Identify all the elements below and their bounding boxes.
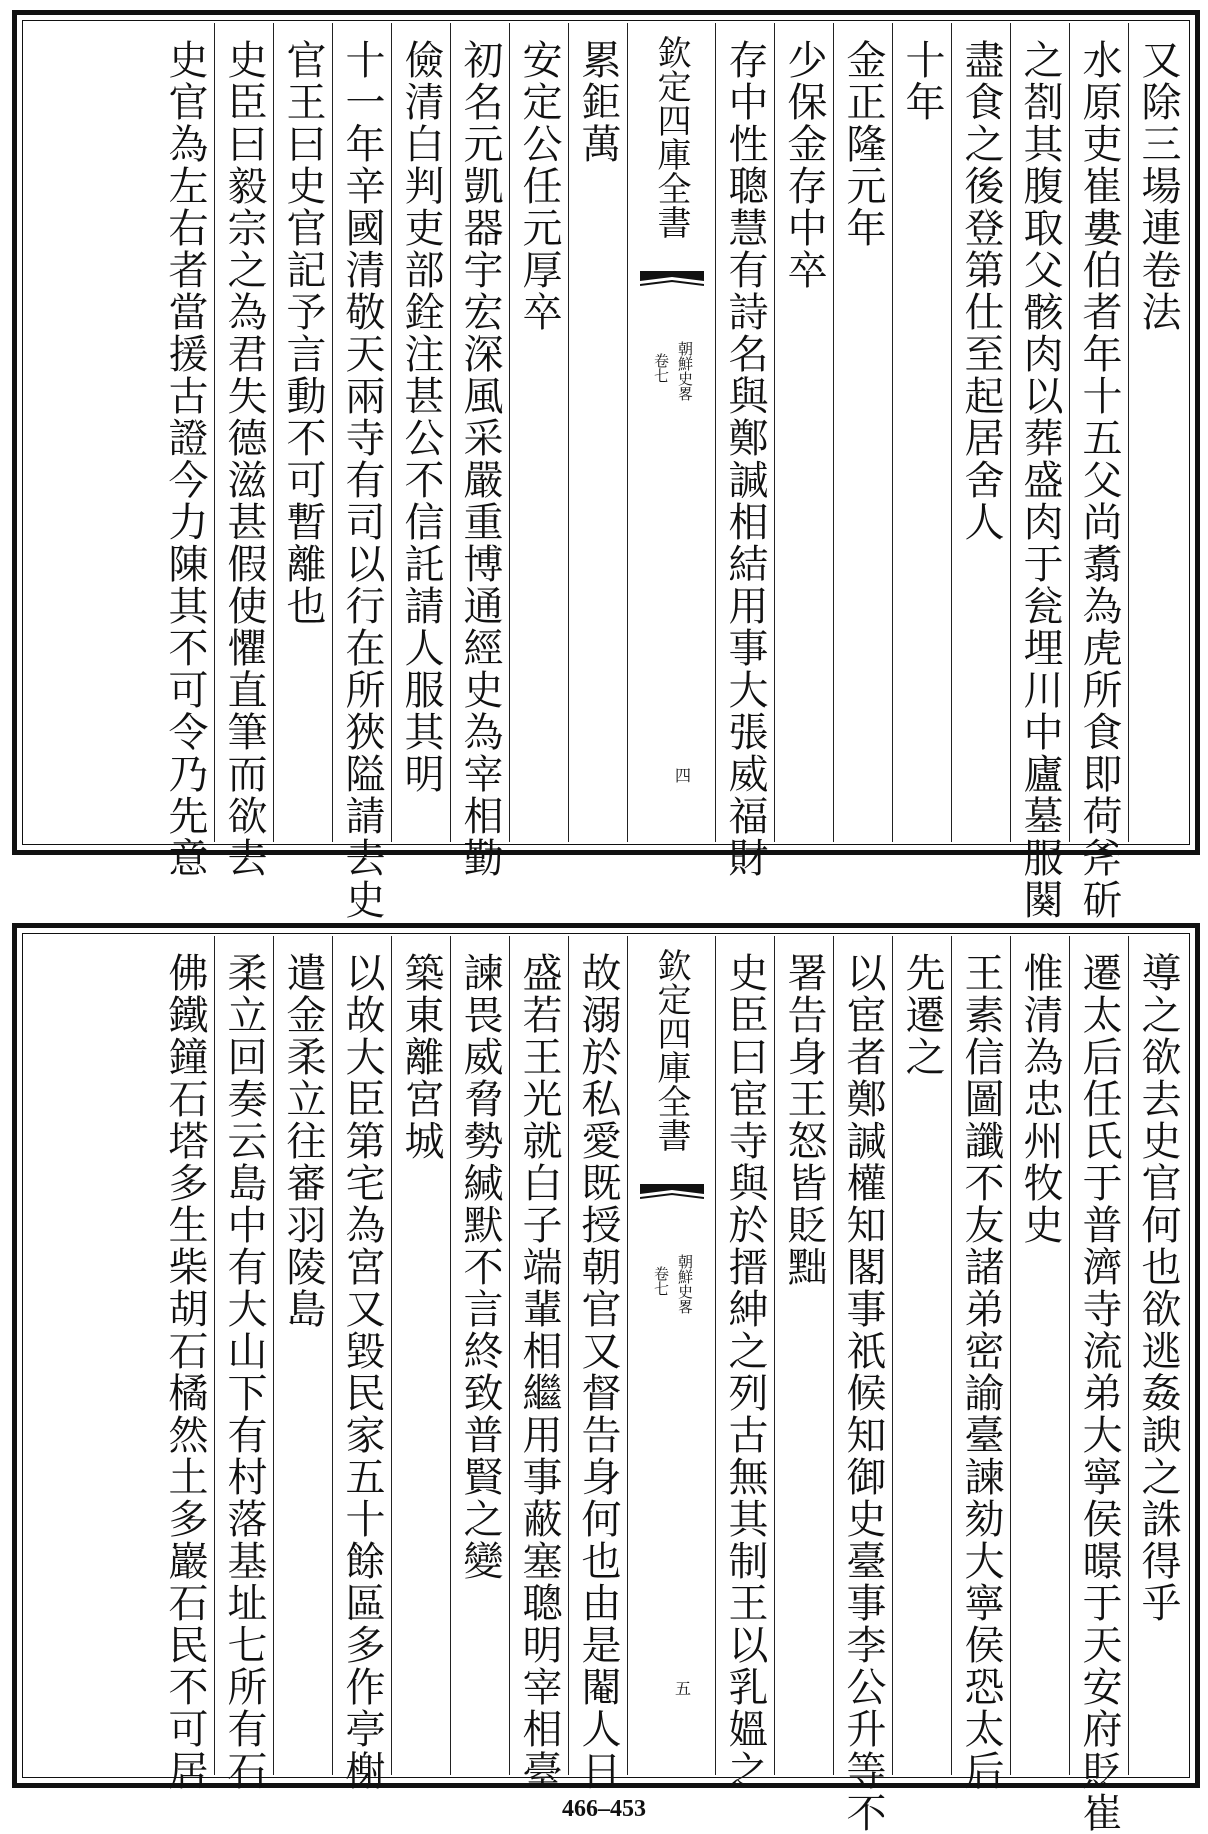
column-text: 又除三場連卷法 [1135,39,1181,333]
text-column [715,23,774,879]
banxin-book-name: 朝鮮史畧 [676,341,694,401]
text-column [1069,23,1128,921]
text-column [568,23,627,842]
text-column [214,936,273,1792]
text-column [951,936,1010,1792]
text-column [509,936,568,1792]
center-margin [627,936,715,1775]
column-text: 盛若王光就白子端輩相繼用事蔽塞聰明宰相臺 [516,952,562,1792]
column-text: 安定公任元厚卒 [516,39,562,333]
column-text: 遷太后任氏于普濟寺流弟大寧侯暻于天安府貶崔 [1076,952,1122,1834]
banxin-page-number: 四 [674,766,691,785]
column-text: 少保金存中卒 [781,39,827,291]
fish-tail-icon [640,271,704,301]
text-column [391,23,450,842]
text-column [391,936,450,1775]
column-text: 故溺於私愛既授朝官又督告身何也由是閹人日 [575,952,621,1792]
banxin-juan: 卷七 [652,1266,670,1296]
column-text: 築東離宮城 [398,952,444,1162]
text-column [155,936,214,1792]
column-text: 十年 [899,39,945,123]
banxin-page-number: 五 [674,1679,691,1698]
text-column [1010,23,1069,921]
text-column [214,23,273,879]
text-column [1069,936,1128,1834]
column-text: 盡食之後登第仕至起居舍人 [958,39,1004,543]
column-text: 金正隆元年 [840,39,886,249]
text-column [509,23,568,842]
column-text: 以宦者鄭諴權知閣事祇候知御史臺事李公升等不 [840,952,886,1834]
text-column [273,936,332,1775]
column-text: 佛鐵鐘石塔多生柴胡石橘然土多巖石民不可居 [162,952,208,1792]
column-text: 署告身王怒皆貶黜 [781,952,827,1288]
text-column [568,936,627,1792]
column-text: 史官為左右者當援古證今力陳其不可令乃先意 [162,39,208,879]
column-text: 遣金柔立往審羽陵島 [280,952,326,1330]
column-text: 導之欲去史官何也欲逃姦諛之誅得乎 [1135,952,1181,1624]
text-column [450,23,509,879]
column-text: 儉清白判吏部銓注甚公不信託請人服其明 [398,39,444,795]
page-upper [12,10,1200,921]
column-text: 史臣曰毅宗之為君失德滋甚假使懼直筆而欲去 [221,39,267,879]
column-text: 初名元凱器宇宏深風采嚴重博通經史為宰相勤 [457,39,503,879]
column-text: 官王曰史官記予言動不可暫離也 [280,39,326,627]
text-column [892,936,951,1775]
text-columns [25,23,1187,921]
text-column [892,23,951,842]
text-column [332,936,391,1792]
text-column [155,23,214,879]
column-text: 諫畏威脅勢緘默不言終致普賢之變 [457,952,503,1582]
text-column [833,936,892,1834]
banxin-title: 欽定四庫全書 [651,948,691,1152]
fish-tail-icon [640,1184,704,1214]
text-column [774,936,833,1775]
center-margin [627,23,715,842]
text-column [774,23,833,842]
column-text: 十一年辛國清敬天兩寺有司以行在所狹隘請去史 [339,39,385,921]
text-column [1128,936,1187,1775]
column-text: 以故大臣第宅為宮又毀民家五十餘區多作亭榭 [339,952,385,1792]
text-column [450,936,509,1775]
column-text: 王素信圖讖不友諸弟密諭臺諫劾大寧侯恐太后 [958,952,1004,1792]
scan-page-number: 466–453 [562,1796,646,1822]
text-column [715,936,774,1792]
banxin-book-name: 朝鮮史畧 [676,1254,694,1314]
column-text: 先遷之 [899,952,945,1078]
column-text: 惟清為忠州牧史 [1017,952,1063,1246]
column-text: 之剳其腹取父骸肉以葬盛肉于瓮埋川中廬墓服闋 [1017,39,1063,921]
column-text: 累鉅萬 [575,39,621,165]
banxin-title: 欽定四庫全書 [651,35,691,239]
text-column [833,23,892,842]
text-column [1010,936,1069,1775]
text-column [273,23,332,842]
column-text: 史臣曰宦寺與於搢紳之列古無其制王以乳媼之 [722,952,768,1792]
text-column [332,23,391,921]
text-column [1128,23,1187,842]
banxin-juan: 卷七 [652,353,670,383]
column-text: 柔立回奏云島中有大山下有村落基址七所有石 [221,952,267,1792]
column-text: 存中性聰慧有詩名與鄭諴相結用事大張威福財 [722,39,768,879]
text-column [951,23,1010,842]
column-text: 水原吏崔婁伯者年十五父尚翥為虎所食即荷斧斫 [1076,39,1122,921]
